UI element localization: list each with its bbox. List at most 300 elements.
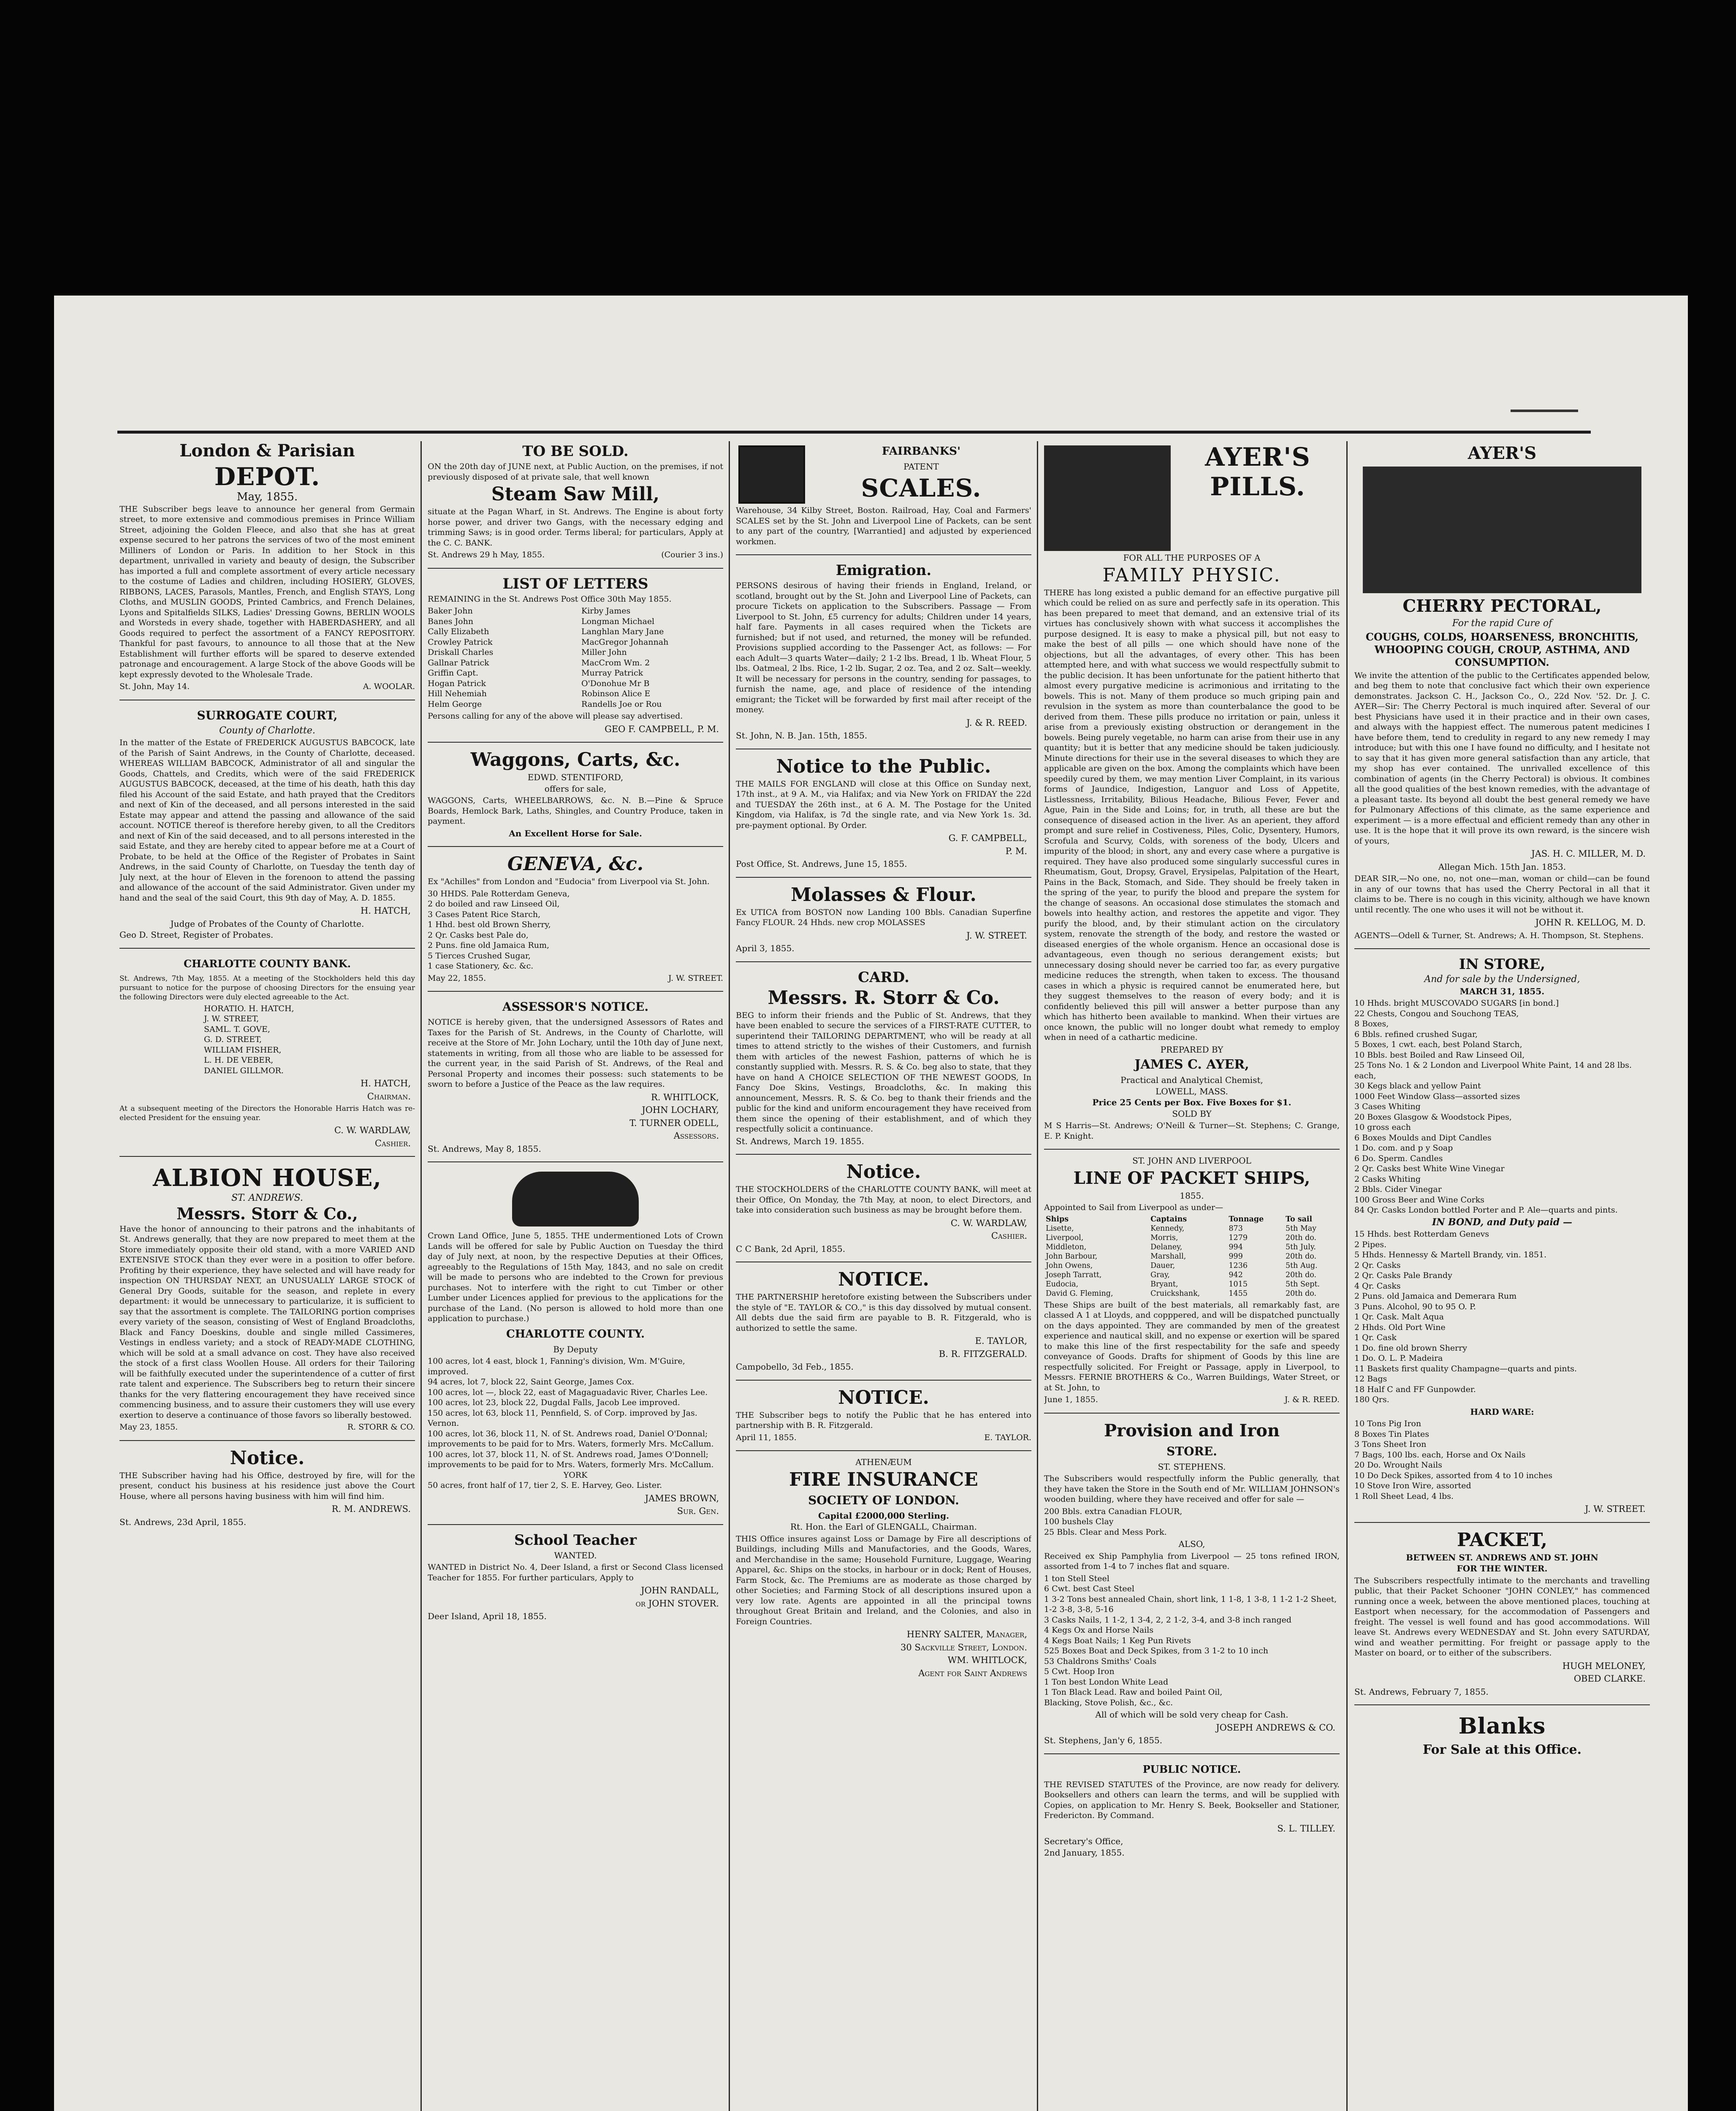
- saw-mill-sale-ad: [428, 443, 723, 560]
- ships-table: [1044, 1215, 1340, 1298]
- ad-place: St. John, May 14.: [119, 682, 190, 691]
- ad-role: Secretary's Office,: [1044, 1836, 1123, 1846]
- table-cell: Eudocia,: [1046, 1280, 1079, 1289]
- stockholders-notice-ad: [736, 1154, 1031, 1254]
- goods-item: 6 Cwt. best Cast Steel: [1044, 1584, 1134, 1593]
- lot-item: 100 acres, lot 37, block 11, N. of St. Andrews road, James O'Donnell; improvements to be paid for to Mrs. Waters, formerly Mrs. McCallum.: [428, 1449, 714, 1469]
- table-row: [1044, 1252, 1340, 1261]
- table-cell: John Barbour,: [1046, 1252, 1098, 1261]
- goods-list: [1354, 1229, 1650, 1405]
- ad-title: NOTICE.: [838, 1269, 929, 1290]
- goods-item: 2 Qr. Casks Pale Brandy: [1354, 1271, 1452, 1280]
- table-cell: David G. Fleming,: [1046, 1289, 1113, 1298]
- ad-address: 30 Sackville Street, London.: [900, 1642, 1027, 1652]
- ad-body: The Subscribers would respectfully inform the Public generally, that they have taken the Store in the South end of Mr. WILLIAM JOHNSON's wooden building, where they have received and offer for sale —: [1044, 1474, 1340, 1504]
- ad-date: MARCH 31, 1855.: [1459, 986, 1545, 996]
- goods-item: 1 Do. fine old brown Sherry: [1354, 1343, 1467, 1353]
- ad-signature: B. R. FITZGERALD.: [939, 1349, 1027, 1359]
- ad-body: WAGGONS, Carts, WHEELBARROWS, &c. N. B.—Pine & Spruce Boards, Hemlock Bark, Laths, Shingles, and Country Produce, taken in payment.: [428, 796, 723, 826]
- table-cell: Cruickshank,: [1150, 1289, 1200, 1298]
- ad-body: ON the 20th day of JUNE next, at Public Auction, on the premises, if not previously disposed of at private sale, that well known: [428, 462, 723, 482]
- ad-title: Emigration.: [835, 562, 932, 579]
- fairbanks-scales-ad: [736, 443, 1031, 547]
- ad-heading: SCALES.: [861, 473, 982, 502]
- goods-item: 6 Do. Sperm. Candles: [1354, 1153, 1443, 1163]
- table-cell: Bryant,: [1150, 1280, 1178, 1289]
- ad-title: PILLS.: [1210, 472, 1305, 502]
- table-row: [1044, 1243, 1340, 1252]
- letter-name: MacCrom Wm. 2: [581, 658, 650, 667]
- ad-title: Notice.: [846, 1161, 921, 1183]
- lot-item: 100 acres, lot 23, block 22, Dugdal Falls, Jacob Lee improved.: [428, 1398, 680, 1407]
- table-cell: Lisette,: [1046, 1224, 1074, 1233]
- lots-list: [428, 1356, 723, 1491]
- ad-chairman: Rt. Hon. the Earl of GLENGALL, Chairman.: [790, 1522, 977, 1532]
- ad-subheading: By Deputy: [553, 1344, 598, 1354]
- ad-capital: Capital £2000,000 Sterling.: [818, 1510, 949, 1521]
- ad-body: The Subscribers respectfully intimate to the merchants and travelling public, that their Packet Schooner "JOHN CONLEY," has commenced running once a week, between the above mentioned places, touching at Eastport when necessary, for the accommodation of Passengers and freight. The vessel is well found and has good accommodations. Will leave St. Andrews every WEDNESDAY and St. John every SATURDAY, wind and weather permitting. For freight or passage apply to the Master on board, or to either of the subscribers.: [1354, 1576, 1650, 1658]
- letter-name: Kirby James: [581, 606, 631, 616]
- ad-signature: HUGH MELONEY,: [1562, 1661, 1646, 1671]
- ad-date: June 1, 1855.: [1044, 1395, 1098, 1404]
- ad-title: LINE OF PACKET SHIPS,: [1073, 1168, 1310, 1188]
- goods-item: 12 Bags: [1354, 1374, 1387, 1384]
- ad-title: IN STORE,: [1459, 956, 1546, 973]
- ad-role: Assessors.: [673, 1131, 719, 1141]
- ad-body: THIS Office insures against Loss or Damage by Fire all descriptions of Buildings, including Mills and Manufactories, and the Goods, Wares, and Merchandise in the same; Household Furniture, Luggage, Wearing Apparel, &c. Ships on the stocks, in harbour or in dock; Rent of Houses, Farm Stock, &c. The Premiums are as moderate as those charged by other Societies; and Farming Stock of all descriptions insured upon a very low rate. Agents are appointed in all the principal towns throughout Great Britain and Ireland, and the Colonies, and also in Foreign Countries.: [736, 1534, 1031, 1626]
- ad-body: NOTICE is hereby given, that the undersigned Assessors of Rates and Taxes for the Parish of St. Andrews, in the County of Charlotte, will receive at the Store of Mr. John Lochary, until the 10th day of June next, statements in writing, from all those who are liable to be assessed for the current year, in the said Parish of St. Andrews, of the Real and Personal Property and incomes their possess: such statements to be sworn to before a Justice of the Peace as the law requires.: [428, 1018, 723, 1089]
- ad-subtitle: For Sale at this Office.: [1422, 1742, 1582, 1757]
- taylor-notice-ad: [736, 1380, 1031, 1443]
- crown-land-ad: [428, 1161, 723, 1517]
- ad-signature: S. L. TILLEY.: [1277, 1823, 1335, 1834]
- ad-date: St. Andrews, March 19. 1855.: [736, 1136, 864, 1146]
- goods-item: 1 Do. O. L. P. Madeira: [1354, 1354, 1443, 1363]
- column-divider: [1346, 441, 1348, 2111]
- table-cell: 20th do.: [1285, 1252, 1317, 1261]
- ad-agents: M S Harris—St. Andrews; O'Neill & Turner—St. Stephens; C. Grange, E. P. Knight.: [1044, 1121, 1340, 1141]
- ad-signature: JAS. H. C. MILLER, M. D.: [1531, 849, 1646, 859]
- goods-item: 5 Hhds. Hennessy & Martell Brandy, vin. 1851.: [1354, 1250, 1547, 1259]
- ad-title: PACKET,: [1457, 1529, 1548, 1551]
- ad-signature: JOSEPH ANDREWS & CO.: [1216, 1722, 1335, 1733]
- ad-agent: WM. WHITLOCK,: [947, 1655, 1027, 1665]
- ad-title: AYER'S: [1467, 443, 1537, 463]
- ad-signature: H. HATCH,: [360, 906, 411, 916]
- table-row: [1044, 1270, 1340, 1280]
- goods-item: 10 Hhds. bright MUSCOVADO SUGARS [in bond.]: [1354, 999, 1559, 1008]
- table-header-row: [1044, 1215, 1340, 1224]
- goods-item: 3 Tons Sheet Iron: [1354, 1440, 1427, 1449]
- ad-signature: EDWD. STENTIFORD,: [527, 772, 624, 782]
- london-depot-ad: [119, 441, 415, 692]
- table-cell: 873: [1229, 1224, 1243, 1233]
- ad-body: St. Andrews, 7th May, 1855. At a meeting of the Stockholders held this day pursuant to notice for the purpose of choosing Directors for the ensuing year the following Directors were duly elected agreeable to the Act.: [119, 974, 415, 1001]
- goods-item: 10 Stove Iron Wire, assorted: [1354, 1481, 1471, 1490]
- ad-sold: SOLD BY: [1172, 1108, 1212, 1119]
- ad-role: P. M.: [1005, 846, 1027, 856]
- ad-signature: E. TAYLOR,: [975, 1336, 1027, 1346]
- letter-name: Hogan Patrick: [428, 678, 486, 688]
- goods-item: 2 Puns. fine old Jamaica Rum,: [428, 941, 550, 950]
- ad-body: At a subsequent meeting of the Directors the Honorable Harris Hatch was re-elected President for the ensuing year.: [119, 1104, 415, 1122]
- goods-list: [1354, 1419, 1650, 1501]
- ad-title: Notice to the Public.: [776, 755, 991, 777]
- ad-subheading: HARD WARE:: [1470, 1406, 1534, 1417]
- goods-item: 180 Qrs.: [1354, 1395, 1389, 1404]
- ad-signature: J. W. STREET.: [1585, 1504, 1646, 1514]
- goods-item: 18 Half C and FF Gunpowder.: [1354, 1384, 1476, 1394]
- ad-subtitle: FOR ALL THE PURPOSES OF A: [1123, 553, 1261, 563]
- goods-item: 10 Tons Pig Iron: [1354, 1419, 1421, 1428]
- albion-house-ad: [119, 1156, 415, 1433]
- ad-body: Crown Land Office, June 5, 1855. THE undermentioned Lots of Crown Lands will be offered for sale by Public Auction on Tuesday the third day of July next, at noon, by the respective Deputies at their Offices, agreeably to the Regulations of 15th May, 1843, and no sale on credit will be made to persons who are indebted to the Crown for previous purchases. Not to interfere with the right to cut Timber or other Lumber under Licences applied for previous to the applications for the purchase of the Land. (No person is allowed to hold more than one application to purchase.): [428, 1231, 723, 1323]
- goods-item: 1 case Stationery, &c. &c.: [428, 961, 534, 971]
- ad-pretitle: ST. JOHN AND LIVERPOOL: [1132, 1156, 1251, 1166]
- ad-foot: An Excellent Horse for Sale.: [509, 828, 642, 838]
- ad-title: FIRE INSURANCE: [789, 1468, 978, 1490]
- letters-list-ad: [428, 568, 723, 735]
- table-cell: Liverpool,: [1046, 1233, 1084, 1242]
- ad-title: CHARLOTTE COUNTY BANK.: [184, 957, 351, 970]
- goods-item: 2 do boiled and raw Linseed Oil,: [428, 899, 560, 909]
- table-cell: Marshall,: [1150, 1252, 1186, 1261]
- ad-body: THE PARTNERSHIP heretofore existing between the Subscribers under the style of "E. TAYLOR & CO.," is this day dissolved by mutual consent. All debts due the said firm are payable to B. R. Fitzgerald, who is authorized to settle the same.: [736, 1292, 1031, 1333]
- table-cell: Delaney,: [1150, 1243, 1183, 1251]
- assessor-name: T. TURNER ODELL,: [629, 1118, 719, 1128]
- goods-item: 10 gross each: [1354, 1123, 1411, 1132]
- letter-name: Helm George: [428, 699, 482, 709]
- goods-item: 2 Bbls. Cider Vinegar: [1354, 1185, 1442, 1194]
- letter-name: Banes John: [428, 616, 474, 626]
- ad-register: Geo D. Street, Register of Probates.: [119, 930, 274, 940]
- ad-title: FAIRBANKS': [882, 445, 961, 458]
- letter-name: Crowley Patrick: [428, 637, 493, 647]
- goods-item: 1 Ton best London White Lead: [1044, 1677, 1169, 1687]
- goods-item: 2 Puns. old Jamaica and Demerara Rum: [1354, 1292, 1517, 1301]
- table-row: [1044, 1233, 1340, 1243]
- column-4: [1044, 441, 1340, 2111]
- ad-body: WANTED in District No. 4, Deer Island, a first or Second Class licensed Teacher for 1855. For further particulars, Apply to: [428, 1563, 723, 1582]
- director-name: L. H. DE VEBER,: [204, 1056, 274, 1065]
- ad-title: ALBION HOUSE,: [153, 1164, 382, 1192]
- assessor-name: R. WHITLOCK,: [651, 1092, 719, 1102]
- ad-signature: JOHN R. KELLOG, M. D.: [1535, 917, 1646, 928]
- letter-name: O'Donohue Mr B: [581, 678, 650, 688]
- lot-item: 100 acres, lot —, block 22, east of Magaguadavic River, Charles Lee.: [428, 1387, 708, 1397]
- statutes-notice-ad: [1044, 1753, 1340, 1858]
- table-cell: Morris,: [1150, 1233, 1178, 1242]
- ad-body: THE Subscriber having had his Office, destroyed by fire, will for the present, conduct his business at his residence just above the Court House, where all persons having business with him will find him.: [119, 1471, 415, 1501]
- provision-store-ad: [1044, 1413, 1340, 1746]
- goods-item: 11 Baskets first quality Champagne—quarts and pints.: [1354, 1364, 1577, 1373]
- ad-signature: C. W. WARDLAW,: [950, 1218, 1027, 1228]
- goods-item: 2 Qr. Casks best Pale do,: [428, 930, 529, 940]
- cherry-pectoral-illustration-icon: [1363, 467, 1641, 593]
- goods-item: 4 Qr. Casks: [1354, 1281, 1401, 1291]
- blank-margin: [54, 296, 1688, 431]
- ad-heading: CHERRY PECTORAL,: [1402, 596, 1602, 616]
- ad-date: 2nd January, 1855.: [1044, 1847, 1125, 1858]
- ad-signature: H. HATCH,: [360, 1078, 411, 1088]
- ad-date: Campobello, 3d Feb., 1855.: [736, 1362, 854, 1372]
- goods-item: 4 Kegs Ox and Horse Nails: [1044, 1625, 1154, 1635]
- ad-date: St. Andrews, February 7, 1855.: [1354, 1686, 1489, 1697]
- public-notice-ad: [736, 749, 1031, 869]
- goods-item: 7 Bags, 100 lbs. each, Horse and Ox Nails: [1354, 1450, 1526, 1460]
- column-header: Tonnage: [1229, 1215, 1264, 1224]
- table-cell: 5th May: [1285, 1224, 1317, 1233]
- ad-subtitle: FOR THE WINTER.: [1457, 1563, 1548, 1574]
- emigration-ad: [736, 554, 1031, 741]
- assessor-name: JOHN LOCHARY,: [642, 1105, 719, 1115]
- letter-name: Hill Nehemiah: [428, 689, 487, 698]
- goods-item: 4 Kegs Boat Nails; 1 Keg Pun Rivets: [1044, 1636, 1191, 1645]
- letter-name: Driskall Charles: [428, 648, 494, 657]
- column-3: [736, 441, 1031, 2111]
- goods-item: 20 Do. Wrought Nails: [1354, 1460, 1442, 1470]
- ad-subtitle: WANTED.: [554, 1550, 597, 1560]
- goods-item: 3 Puns. Alcohol, 90 to 95 O. P.: [1354, 1302, 1476, 1311]
- goods-item: 1 Hhd. best old Brown Sherry,: [428, 920, 551, 929]
- ad-heading: Steam Saw Mill,: [491, 483, 660, 505]
- goods-item: 1000 Feet Window Glass—assorted sizes: [1354, 1091, 1520, 1101]
- goods-item: 1 Ton Black Lead. Raw and boiled Paint Oil,: [1044, 1688, 1223, 1697]
- table-cell: 20th do.: [1285, 1289, 1317, 1298]
- assessor-notice-ad: [428, 991, 723, 1154]
- letter-name: Langhlan Mary Jane: [581, 627, 664, 636]
- goods-item: 5 Cwt. Hoop Iron: [1044, 1667, 1115, 1676]
- column-2: [428, 441, 723, 2111]
- goods-item: 5 Tierces Crushed Sugar,: [428, 951, 531, 961]
- molasses-flour-ad: [736, 877, 1031, 954]
- goods-item: 8 Boxes,: [1354, 1019, 1389, 1028]
- letter-name: Robinson Alice E: [581, 689, 651, 698]
- ad-body: PERSONS desirous of having their friends in England, Ireland, or scotland, brought out by the St. John and Liverpool Line of Packets, can procure Tickets on application to the Subscribers. Passage — From Liverpool to St. John, £5 currency for adults; Children under 14 years, half fare. Payments in all cases required when the Tickets are furnished; but if not used, and returned, the money will be refunded. Provisions supplied according to the Passenger Act, as follows: — For each Adult—3 quarts Water—daily; 2 1-2 lbs. Bread, 1 lb. Wheat Flour, 5 lbs. Oatmeal, 2 lbs. Rice, 1-2 lb. Sugar, 2 oz. Tea, and 2 oz. Salt—weekly. It will be necessary for persons in the country, sending for passages, to furnish the name, age, and place of residence of the intending emigrant; the Ticket will be forwarded by first mail after receipt of the money.: [736, 581, 1031, 714]
- letters-table: [428, 606, 723, 709]
- ad-signature: R. M. ANDREWS.: [331, 1504, 411, 1514]
- ad-signature: R. STORR & CO.: [347, 1422, 415, 1432]
- goods-item: 10 Do Deck Spikes, assorted from 4 to 10 inches: [1354, 1471, 1553, 1480]
- ad-body: THE STOCKHOLDERS of the CHARLOTTE COUNTY BANK, will meet at their Office, On Monday, the 7th May, at noon, to elect Directors, and take into consideration such business as may be brought before them.: [736, 1185, 1031, 1215]
- blanks-ad: [1354, 1704, 1650, 1758]
- table-cell: 994: [1229, 1243, 1243, 1251]
- ad-body: BEG to inform their friends and the Public of St. Andrews, that they have been enabled to secure the services of a FIRST-RATE CUTTER, to superintend their TAILORING DEPARTMENT, who will be ready at all times to attend strictly to the wishes of their Customers, and furnish them with articles of the newest Fashion, patterns of which he is constantly supplied with. Messrs. R. S. & Co. beg also to state, that they have on hand A CHOICE SELECTION OF THE NEWEST GOODS, In Fancy Doe Skins, Vestings, Broadcloths, &c. In making this announcement, Messrs. R. S. & Co. beg to thank their friends and the public for the kind and uniform encouragement they have received from them since the opening of their establishment, and of which they respectfully solicit a continuance.: [736, 1010, 1031, 1134]
- ad-signature: J. & R. REED.: [1284, 1395, 1340, 1404]
- lot-item: 94 acres, lot 7, block 22, Saint George, James Cox.: [428, 1377, 635, 1387]
- table-cell: Kennedy,: [1150, 1224, 1185, 1233]
- goods-item: 1 Do. com. and p y Soap: [1354, 1143, 1453, 1153]
- ad-title: ASSESSOR'S NOTICE.: [502, 1000, 649, 1014]
- table-row: [1044, 1289, 1340, 1298]
- director-name: HORATIO. H. HATCH,: [204, 1004, 294, 1013]
- ad-title: LIST OF LETTERS: [502, 575, 648, 592]
- ad-prepared: PREPARED BY: [1160, 1044, 1223, 1055]
- ad-body: THE REVISED STATUTES of the Province, are now ready for delivery. Booksellers and others can learn the terms, and will be supplied with Copies, on application to Mr. Henry S. Beek, Bookseller and Stationer, Fredericton. By Command.: [1044, 1780, 1340, 1820]
- table-cell: 1015: [1229, 1280, 1248, 1289]
- director-name: G. D. STREET,: [204, 1035, 262, 1044]
- ad-date: Post Office, St. Andrews, June 15, 1855.: [736, 859, 907, 869]
- table-cell: Gray,: [1150, 1270, 1170, 1279]
- newspaper-page: [54, 296, 1688, 2111]
- goods-list: [428, 889, 723, 971]
- ad-title: NOTICE.: [838, 1387, 929, 1408]
- ad-body: DEAR SIR,—No one, no, not one—man, woman or child—can be found in any of our towns that has used the Cherry Pectoral in all that it claims to be. There is no cough in this vicinity, although we have known until recently. The one who uses it will not be without it.: [1354, 874, 1650, 914]
- goods-item: 200 Bbls. extra Canadian FLOUR,: [1044, 1506, 1183, 1516]
- goods-item: 525 Boxes Boat and Deck Spikes, from 3 1-2 to 10 inch: [1044, 1646, 1269, 1655]
- ad-signature: E. TAYLOR.: [984, 1433, 1031, 1442]
- ad-signature: OBED CLARKE.: [1573, 1674, 1646, 1684]
- goods-item: 5 Boxes, 1 cwt. each, best Poland Starch,: [1354, 1040, 1522, 1049]
- lot-item: 150 acres, lot 63, block 11, Pennfield, S. of Corp. improved by Jas. Vernon.: [428, 1408, 697, 1428]
- ad-place: ST. STEPHENS.: [1158, 1461, 1226, 1472]
- ad-signature: HENRY SALTER, Manager,: [906, 1629, 1027, 1639]
- ad-title: DEPOT.: [214, 462, 320, 491]
- ad-signature: C. W. WARDLAW,: [334, 1125, 411, 1135]
- ad-body: Received ex Ship Pamphylia from Liverpool — 25 tons refined IRON, assorted from 1-4 to 7 inches flat and square.: [1044, 1551, 1340, 1571]
- director-name: SAML. T. GOVE,: [204, 1024, 270, 1034]
- ad-date: April 3, 1855.: [736, 943, 795, 953]
- letter-name: Randells Joe or Rou: [581, 699, 662, 709]
- goods-item: 53 Chaldrons Smiths' Coals: [1044, 1656, 1157, 1666]
- ad-date: Deer Island, April 18, 1855.: [428, 1611, 547, 1621]
- ad-subheading: IN BOND, and Duty paid —: [1432, 1216, 1572, 1228]
- goods-item: 100 bushels Clay: [1044, 1517, 1114, 1526]
- column-header: Ships: [1046, 1215, 1069, 1224]
- ad-role: Sur. Gen.: [677, 1506, 719, 1516]
- goods-item: 84 Qr. Casks London bottled Porter and P. Ale—quarts and pints.: [1354, 1205, 1618, 1215]
- goods-item: 1 3-2 Tons best annealed Chain, short link, 1 1-8, 1 3-8, 1 1-2 1-2 Sheet, 1-2 3-8, 3-8, 5-16: [1044, 1594, 1337, 1614]
- ad-title: SURROGATE COURT,: [197, 708, 338, 722]
- ad-pretitle: ATHENÆUM: [855, 1457, 912, 1467]
- ad-foot: All of which will be sold very cheap for Cash.: [1095, 1709, 1288, 1720]
- table-row: [1044, 1261, 1340, 1270]
- director-name: DANIEL GILLMOR.: [204, 1066, 284, 1075]
- lot-item: 50 acres, front half of 17, tier 2, S. E. Harvey, Geo. Lister.: [428, 1481, 662, 1490]
- letter-name: Longman Michael: [581, 616, 655, 626]
- waggons-ad: [428, 742, 723, 838]
- surrogate-court-ad: [119, 700, 415, 940]
- scale-icon: [738, 445, 805, 504]
- table-cell: 20th do.: [1285, 1233, 1317, 1242]
- goods-item: 2 Hhds. Old Port Wine: [1354, 1322, 1446, 1332]
- ad-subtitle: PATENT: [903, 461, 939, 472]
- ad-date: St. Stephens, Jan'y 6, 1855.: [1044, 1735, 1163, 1745]
- ad-role: Cashier.: [991, 1231, 1027, 1241]
- goods-item: 1 Roll Sheet Lead, 4 lbs.: [1354, 1491, 1454, 1501]
- table-cell: 5th July.: [1285, 1243, 1316, 1251]
- ad-body: Have the honor of announcing to their patrons and the inhabitants of St. Andrews generally, that they are now prepared to meet them at the Store immediately opposite their old stand, with a more VARIED AND EXTENSIVE STOCK than they ever were in a position to offer before. Profiting by their experience, they have selected and will have ready for inspection ON THURSDAY NEXT, an UNUSUALLY LARGE STOCK of General Dry Goods, suitable for the season, and replete in every department: it would be unnecessary to particularize, it is sufficient to say that the assortment is complete. The TAILORING portion comprises every variety of the season, consisting of West of England Broadcloths, Black and Fancy Doeskins, double and single milled Cassimeres, Vestings in endless variety; and a stock of READY-MADE CLOTHING, which will be sold at a small advance on cost. They have also received the stock of a first class Woollen House. All orders for their Tailoring will be faithfully executed under the superintendence of a cutter of first rate talent and experience. The Subscribers beg to return their sincere thanks for the very flattering encouragement they have received since commencing business, and to assure their customers they will use every exertion to deserve a continuance of those favors so liberally bestowed.: [119, 1224, 415, 1420]
- ad-title: London & Parisian: [179, 441, 355, 461]
- column-divider: [1037, 441, 1038, 2111]
- ad-date: St. Andrews, May 8, 1855.: [428, 1143, 541, 1154]
- ad-heading: FAMILY PHYSIC.: [1102, 564, 1281, 586]
- table-cell: Joseph Tarratt,: [1046, 1270, 1102, 1279]
- ad-body: These Ships are built of the best materials, all remarkably fast, are classed A 1 at Lloyds, and copppered, and will be dispatched punctually on the days appointed. They are commanded by men of the greatest experience and nautical skill, and no expense or exertion will be spared to make this line of the first respectability for the safe and speedy conveyance of Goods. Drafts for shipment of Goods by this line are respectfully solicited. For Freight or Passage, apply in Liverpool, to Messrs. FERNIE BROTHERS & Co., Warren Buildings, Water Street, or at St. John, to: [1044, 1300, 1340, 1392]
- ad-subtitle: ST. ANDREWS.: [231, 1193, 303, 1203]
- ad-note: (Courier 3 ins.): [661, 550, 723, 559]
- ad-date: St. John, N. B. Jan. 15th, 1855.: [736, 730, 868, 741]
- ad-title: Provision and Iron: [1104, 1420, 1280, 1441]
- ad-body: situate at the Pagan Wharf, in St. Andrews. The Engine is about forty horse power, and driver two Gangs, with the necessary edging and trimming Saws; is in good order. Terms liberal; for particulars, Apply at the C. C. BANK.: [428, 507, 723, 548]
- ad-role: Practical and Analytical Chemist,: [1120, 1075, 1263, 1085]
- royal-crest-icon: [512, 1172, 639, 1226]
- table-cell: 5th Sept.: [1285, 1280, 1320, 1289]
- goods-item: 3 Cases Patent Rice Starch,: [428, 909, 541, 919]
- goods-item: 2 Casks Whiting: [1354, 1174, 1421, 1184]
- ad-body: THE Subscriber begs leave to announce her general from Germain street, to more extensive and commodious premises in Prince William Street, adjoining the Golden Fleece, and also that she has at great expense secured to her patrons the services of two of the most eminent Milliners of London or Paris. In addition to her Stock in this department, unrivalled in variety and beauty of design, the Subscriber has imported a full and complete assortment of every article necessary to the costume of Ladies and children, including HOSIERY, GLOVES, RIBBONS, LACES, Parasols, Mantles, French, and English STAYS, Long Cloths, and MUSLIN GOODS, Printed Cambrics, and French Delaines, Lyons and Spitalfields SILKS, Ladies' Dressing Gowns, BERLIN WOOLS and Worsteds in every shade, together with HABERDASHERY, and all Goods required to perfect the assortment of a FANCY REPOSITORY. Thankful for past favours, to announce to all those that at the New Establishment will further efforts will be spared to deserve extended patronage and encouragement. A large Stock of the above Goods will be kept expressly devoted to the Wholesale Trade.: [119, 504, 415, 679]
- table-cell: 1279: [1229, 1233, 1248, 1242]
- ad-signature: GEO F. CAMPBELL, P. M.: [605, 724, 719, 734]
- ad-date: May, 1855.: [236, 491, 298, 503]
- ad-subtitle: STORE.: [1166, 1444, 1217, 1458]
- ad-role: Agent for Saint Andrews: [918, 1668, 1027, 1678]
- lot-item: 100 acres, lot 36, block 11, N. of St. Andrews road, Daniel O'Donnal; improvements to be paid for to Mrs. Waters, formerly Mrs. McCallum.: [428, 1429, 714, 1449]
- column-divider: [420, 441, 422, 2111]
- ad-body: THERE has long existed a public demand for an effective purgative pill which could be relied on as sure and perfectly safe in its operation. This has been prepared to meet that demand, and an extensive trial of its virtues has conclusively shown with what success it accomplishes the purpose designed. It is easy to make a physical pill, but not easy to make the best of all pills — one which should have none of the objections, but all the advantages, of every other. This has been attempted here, and with what success we would respectfully submit to the public decision. It has been unfortunate for the patient hitherto that almost every purgative medicine is acrimonious and irritating to the bowels. This is not. Many of them produce so much griping pain and revulsion in the system as more than counterbalance the good to be derived from them. These pills produce no irritation or pain, unless it arise from a previously existing obstruction or derangement in the bowels. Being purely vegetable, no harm can arise from their use in any quantity; but it is better that any medicine should be taken judiciously. Minute directions for their use in the several diseases to which they are applicable are given on the box. Among the complaints which have been speedily cured by them, we may mention Liver Complaint, in its various forms of Jaundice, Indigestion, Languor and Loss of Appetite, Listlessness, Irritability, Bilious Headache, Bilious Fever, Fever and Ague, Pain in the Side and Loins; for, in truth, all these are but the consequence of diseased action in the liver. As an aperient, they afford prompt and sure relief in Costiveness, Piles, Colic, Dysentery, Humors, Scrofula and Scurvy, Colds, with soreness of the body, Ulcers and impurity of the blood; in short, any and every case where a purgative is required. They have also produced some singularly successful cures in Rheumatism, Gout, Dropsy, Gravel, Erysipelas, Palpitation of the Heart, Pains in the Back, Stomach, and Side. They should be freely taken in the spring of the year, to purify the blood and prepare the system for the change of seasons. An occasional dose stimulates the stomach and bowels into healthy action, and restores the appetite and vigor. They purify the blood, and, by their stimulant action on the circulatory system, renovate the strength of the body, and restore the wasted or diseased energies of the whole organism. Hence an occasional dose is advantageous, even though no serious derangement exists; but unnecessary dosing should never be carried too far, as every purgative medicine reduces the strength, when taken to excess. The thousand cases in which a physic is required cannot be enumerated here, but they suggest themselves to the reason of every body; and it is confidently believed this pill will answer a better purpose than any which has hitherto been available to mankind. When their virtues are once known, the public will no longer doubt what remedy to employ when in need of a cathartic medicine.: [1044, 588, 1340, 1042]
- goods-item: 6 Bbls. refined crushed Sugar,: [1354, 1029, 1478, 1039]
- ad-also: ALSO,: [1178, 1539, 1205, 1549]
- goods-item: 3 Casks Nails, 1 1-2, 1 3-4, 2, 2 1-2, 3-4, and 3-8 inch ranged: [1044, 1615, 1292, 1625]
- ad-date: May 22, 1855.: [428, 973, 486, 983]
- ad-subtitle: County of Charlotte.: [219, 725, 315, 736]
- ad-line: offers for sale,: [544, 783, 607, 794]
- goods-item: 20 Boxes Glasgow & Woodstock Pipes,: [1354, 1112, 1512, 1122]
- ad-ailments: COUGHS, COLDS, HOARSENESS, BRONCHITIS, WHOOPING COUGH, CROUP, ASTHMA, AND CONSUMPTION.: [1365, 630, 1639, 668]
- goods-item: 2 Qr. Casks best White Wine Vinegar: [1354, 1164, 1505, 1173]
- ad-subtitle: SOCIETY OF LONDON.: [808, 1493, 959, 1507]
- ad-body: Ex "Achilles" from London and "Eudocia" from Liverpool via St. John.: [428, 877, 710, 886]
- goods-item: 30 Kegs black and yellow Paint: [1354, 1081, 1481, 1091]
- letter-name: Miller John: [581, 648, 627, 657]
- ad-place: LOWELL, MASS.: [1156, 1086, 1228, 1096]
- goods-item: 1 Qr. Cask: [1354, 1333, 1397, 1342]
- goods-item: 1 Qr. Cask. Malt Aqua: [1354, 1312, 1444, 1321]
- table-cell: 942: [1229, 1270, 1243, 1279]
- column-header: Captains: [1150, 1215, 1187, 1224]
- ad-signature: J. W. STREET.: [668, 973, 723, 983]
- ad-signature: G. F. CAMPBELL,: [948, 833, 1027, 843]
- ad-body: Appointed to Sail from Liverpool as under—: [1044, 1203, 1223, 1212]
- ad-date: St. Andrews, 23d April, 1855.: [119, 1517, 247, 1527]
- goods-item: 15 Hhds. best Rotterdam Genevs: [1354, 1229, 1489, 1239]
- table-cell: 999: [1229, 1252, 1243, 1261]
- goods-item: 22 Chests, Congou and Souchong TEAS,: [1354, 1009, 1519, 1018]
- letter-name: Griffin Capt.: [428, 668, 478, 678]
- ad-date: April 11, 1855.: [736, 1433, 797, 1442]
- lot-item: YORK: [563, 1470, 588, 1480]
- partnership-notice-ad: [736, 1262, 1031, 1372]
- packet-schooner-ad: [1354, 1522, 1650, 1697]
- goods-item: 1 ton Stell Steel: [1044, 1574, 1109, 1583]
- letter-name: Murray Patrick: [581, 668, 643, 678]
- ad-signature: or JOHN STOVER.: [635, 1598, 719, 1609]
- ad-date: Allegan Mich. 15th Jan. 1853.: [1438, 861, 1566, 872]
- table-cell: 20th do.: [1285, 1270, 1317, 1279]
- ad-body: THE Subscriber begs to notify the Public that he has entered into partnership with B. R. Fitzgerald.: [736, 1410, 1031, 1430]
- ad-title: School Teacher: [514, 1531, 637, 1549]
- ad-signature: J. W. STREET.: [966, 930, 1027, 941]
- ad-body: Warehouse, 34 Kilby Street, Boston. Railroad, Hay, Coal and Farmers' SCALES set by the St. John and Liverpool Line of Packets, can be sent to any part of the country, [Warrantied] and adjusted by experienced workmen.: [736, 506, 1031, 546]
- ad-signature: A. WOOLAR.: [363, 682, 415, 691]
- ad-title: Waggons, Carts, &c.: [470, 749, 681, 771]
- column-divider: [729, 441, 730, 2111]
- ad-firm: Messrs. R. Storr & Co.: [768, 987, 1000, 1009]
- ad-signature: J. & R. REED.: [966, 717, 1027, 728]
- ad-price: Price 25 Cents per Box. Five Boxes for $1.: [1092, 1097, 1291, 1107]
- goods-item: 2 Pipes.: [1354, 1240, 1387, 1249]
- ad-year: 1855.: [1180, 1190, 1204, 1201]
